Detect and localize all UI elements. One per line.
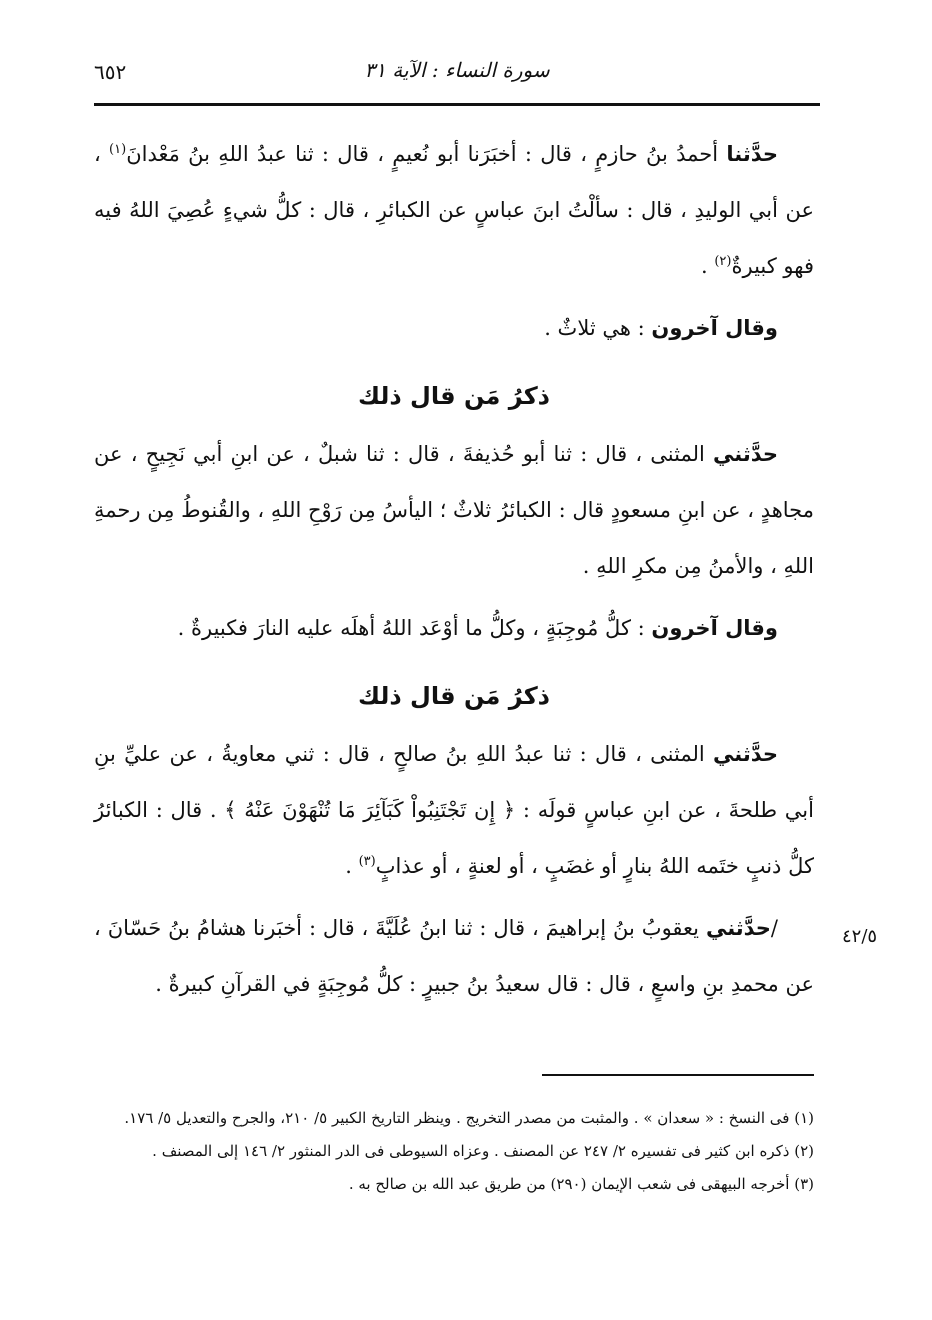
- paragraph-text: المثنى ، قال : ثنا عبدُ اللهِ بنُ صالحٍ ، قال : ثني معاويةُ ، عن عليِّ بنِ أبي طلحةَ ، عن ابنِ عباسٍ قولَه : ﴿ إِن تَجْتَنِبُواْ كَبَآئِرَ مَا تُنْهَوْنَ عَنْهُ ﴾ . قال : الكبائرُ كلُّ ذنبٍ ختَمه اللهُ بنارٍ أو غضَبٍ ، أو لعنةٍ ، أو عذابٍ: [94, 742, 814, 878]
- footnote-ref: (٣): [358, 854, 376, 869]
- section-heading: ذكرُ مَن قال ذلك: [358, 682, 550, 710]
- main-text: [94, 126, 814, 1012]
- page-header: [94, 54, 820, 98]
- paragraph-lead: حدَّثني: [705, 916, 771, 940]
- footnote-rule: [542, 1074, 814, 1076]
- footnote: (٣) أخرجه البيهقى فى شعب الإيمان (٢٩٠) من طريق عبد الله بن صالح به .: [348, 1175, 814, 1193]
- footnote-ref: (٢): [714, 254, 732, 269]
- paragraph-text: .: [345, 854, 359, 878]
- paragraph-text: ، عن أبي الوليدِ ، قال : سألْتُ ابنَ عباسٍ عن الكبائرِ ، قال : كلُّ شيءٍ عُصِيَ اللهُ فيه فهو كبيرةٌ: [94, 142, 814, 278]
- paragraph-text: المثنى ، قال : ثنا أبو حُذيفةَ ، قال : ثنا شبلٌ ، عن ابنِ أبي نَجِيحٍ ، عن مجاهدٍ ، عن ابنِ مسعودٍ قال : الكبائرُ ثلاثٌ ؛ اليأسُ مِن رَوْحِ اللهِ ، والقُنوطُ مِن رحمةِ اللهِ ، والأمنُ مِن مكرِ اللهِ .: [94, 442, 814, 578]
- paragraph: [94, 300, 814, 356]
- paragraph-lead: حدَّثنا: [726, 142, 778, 166]
- paragraph: [94, 900, 814, 1012]
- running-title: سورة النساء : الآية ٣١: [364, 58, 550, 82]
- paragraph: [94, 426, 814, 594]
- paragraph-text: .: [700, 254, 715, 278]
- paragraph: [94, 600, 814, 656]
- page-number: ٦٥٢: [94, 60, 127, 84]
- footnote: (٢) ذكره ابن كثير فى تفسيره ٢/ ٢٤٧ عن المصنف . وعزاه السيوطى فى الدر المنثور ٢/ ١٤٦ إلى المصنف .: [152, 1142, 814, 1160]
- paragraph-lead: حدَّثني: [713, 742, 778, 766]
- paragraph-lead: وقال آخرون: [651, 616, 778, 640]
- section-heading: ذكرُ مَن قال ذلك: [358, 382, 550, 410]
- paragraph: [94, 126, 814, 294]
- paragraph-text: يعقوبُ بنُ إبراهيمَ ، قال : ثنا ابنُ عُلَيَّةَ ، قال : أخبَرنا هشامُ بنُ حَسّانَ ، عن محمدِ بنِ واسعٍ ، قال : قال سعيدُ بنُ جبيرٍ : كلُّ مُوجِبَةٍ في القرآنِ كبيرةٌ .: [94, 916, 814, 996]
- paragraph-lead: وقال آخرون: [651, 316, 778, 340]
- footnote: (١) فى النسخ : « سعدان » . والمثبت من مصدر التخريج . وينظر التاريخ الكبير ٥/ ٢١٠، والجرح والتعديل ٥/ ١٧٦.: [124, 1109, 814, 1127]
- paragraph-lead: حدَّثني: [713, 442, 778, 466]
- paragraph: [94, 726, 814, 894]
- paragraph-text: : هي ثلاثٌ .: [544, 316, 652, 340]
- footnote-ref: (١): [109, 142, 127, 157]
- header-rule: [94, 103, 820, 106]
- paragraph-text: : كلُّ مُوجِبَةٍ ، وكلُّ ما أوْعَد اللهُ أهلَه عليه النارَ فكبيرةٌ .: [177, 616, 652, 640]
- footnotes: [94, 1104, 814, 1203]
- margin-volume-page-mark: ٤٢/٥: [842, 926, 878, 947]
- page-break-slash: /: [770, 916, 778, 940]
- paragraph-text: أحمدُ بنُ حازمٍ ، قال : أخبَرَنا أبو نُعيمٍ ، قال : ثنا عبدُ اللهِ بنُ مَعْدانَ: [126, 142, 727, 166]
